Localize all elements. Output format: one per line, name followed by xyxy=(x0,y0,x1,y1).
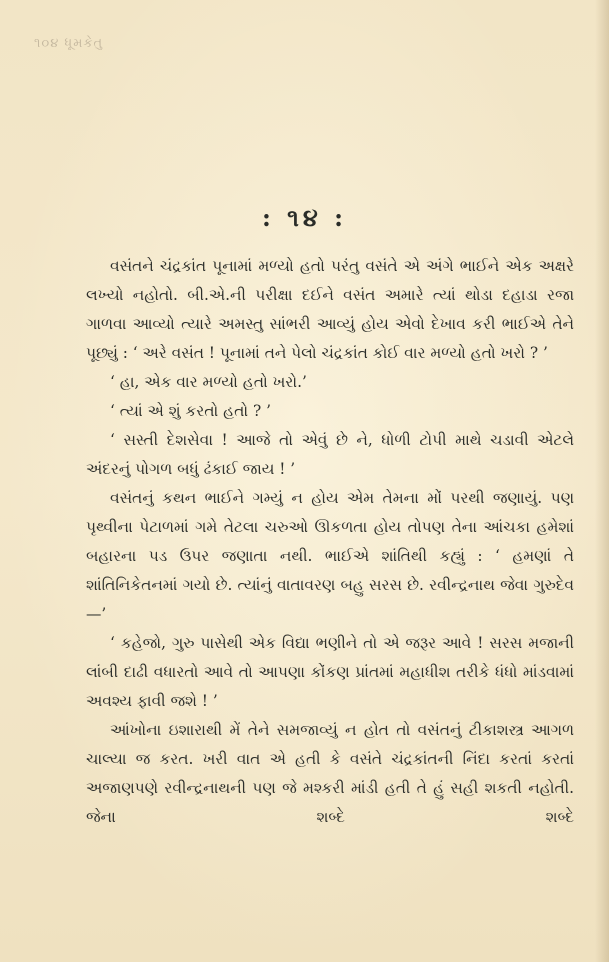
paragraph: ‘ કહેજો, ગુરુ પાસેથી એક વિદ્યા ભણીને તો એ જરૂર આવે ! સરસ મજાની લાંબી દાઢી વધારતો આવે તો આપણા કોંકણ પ્રાંતમાં મહાધીશ તરીકે ધંધો માંડવામાં અવશ્ય ફાવી જશે ! ’ xyxy=(86,634,574,710)
page-edge-shadow xyxy=(595,0,609,962)
paragraph: વસંતને ચંદ્રકાંત પૂનામાં મળ્યો હતો પરંતુ વસંતે એ અંગે ભાઈને એક અક્ષરે લખ્યો નહોતો. બી.એ.ની પરીક્ષા દઈને વસંત અમારે ત્યાં થોડા દહાડા રજા ગાળવા આવ્યો ત્યારે અમસ્તુ સાંભરી આવ્યું હોય એવો દેખાવ કરી ભાઈએ તેને પૂછ્યું : ‘ અરે વસંત ! પૂનામાં તને પેલો ચંદ્રકાંત કોઈ વાર મળ્યો હતો ખરો ? ’ xyxy=(86,257,574,362)
paragraph: વસંતનું કથન ભાઈને ગમ્યું ન હોય એમ તેમના મોં પરથી જણાયું. પણ પૃથ્વીના પેટાળમાં ગમે તેટલા ચરુઓ ઊકળતા હોય તોપણ તેના આંચકા હમેશાં બહારના પડ ઉપર જણાતા નથી. ભાઈએ શાંતિથી કહ્યું : ‘ હમણાં તે શાંતિનિકેતનમાં ગયો છે. ત્યાંનું વાતાવરણ બહુ સરસ છે. રવીન્દ્રનાથ જેવા ગુરુદેવ—’ xyxy=(86,489,574,623)
body-text xyxy=(86,252,574,832)
paragraph: ‘ સસ્તી દેશસેવા ! આજે તો એવું છે ને, ધોળી ટોપી માથે ચડાવી એટલે અંદરનું પોગળ બધું ઢંકાઈ જાય ! ’ xyxy=(86,431,574,478)
page-header-mark: ૧૦૪ ધૂમકેતુ xyxy=(34,36,104,51)
paragraph: ‘ ત્યાં એ શું કરતો હતો ? ’ xyxy=(110,402,272,420)
paragraph: આંખોના ઇશારાથી મેં તેને સમજાવ્યું ન હોત તો વસંતનું ટીકાશસ્ત્ર આગળ ચાલ્યા જ કરત. ખરી વાત એ હતી કે વસંતે ચંદ્રકાંતની નિંદા કરતાં કરતાં અજાણપણે રવીન્દ્રનાથની પણ જે મશ્કરી માંડી હતી તે હું સહી શકતી નહોતી. જેના શબ્દે શબ્દે xyxy=(86,721,574,826)
paragraph: ‘ હા, એક વાર મળ્યો હતો ખરો.’ xyxy=(110,373,307,391)
chapter-number: : ૧૪ : xyxy=(261,203,348,232)
